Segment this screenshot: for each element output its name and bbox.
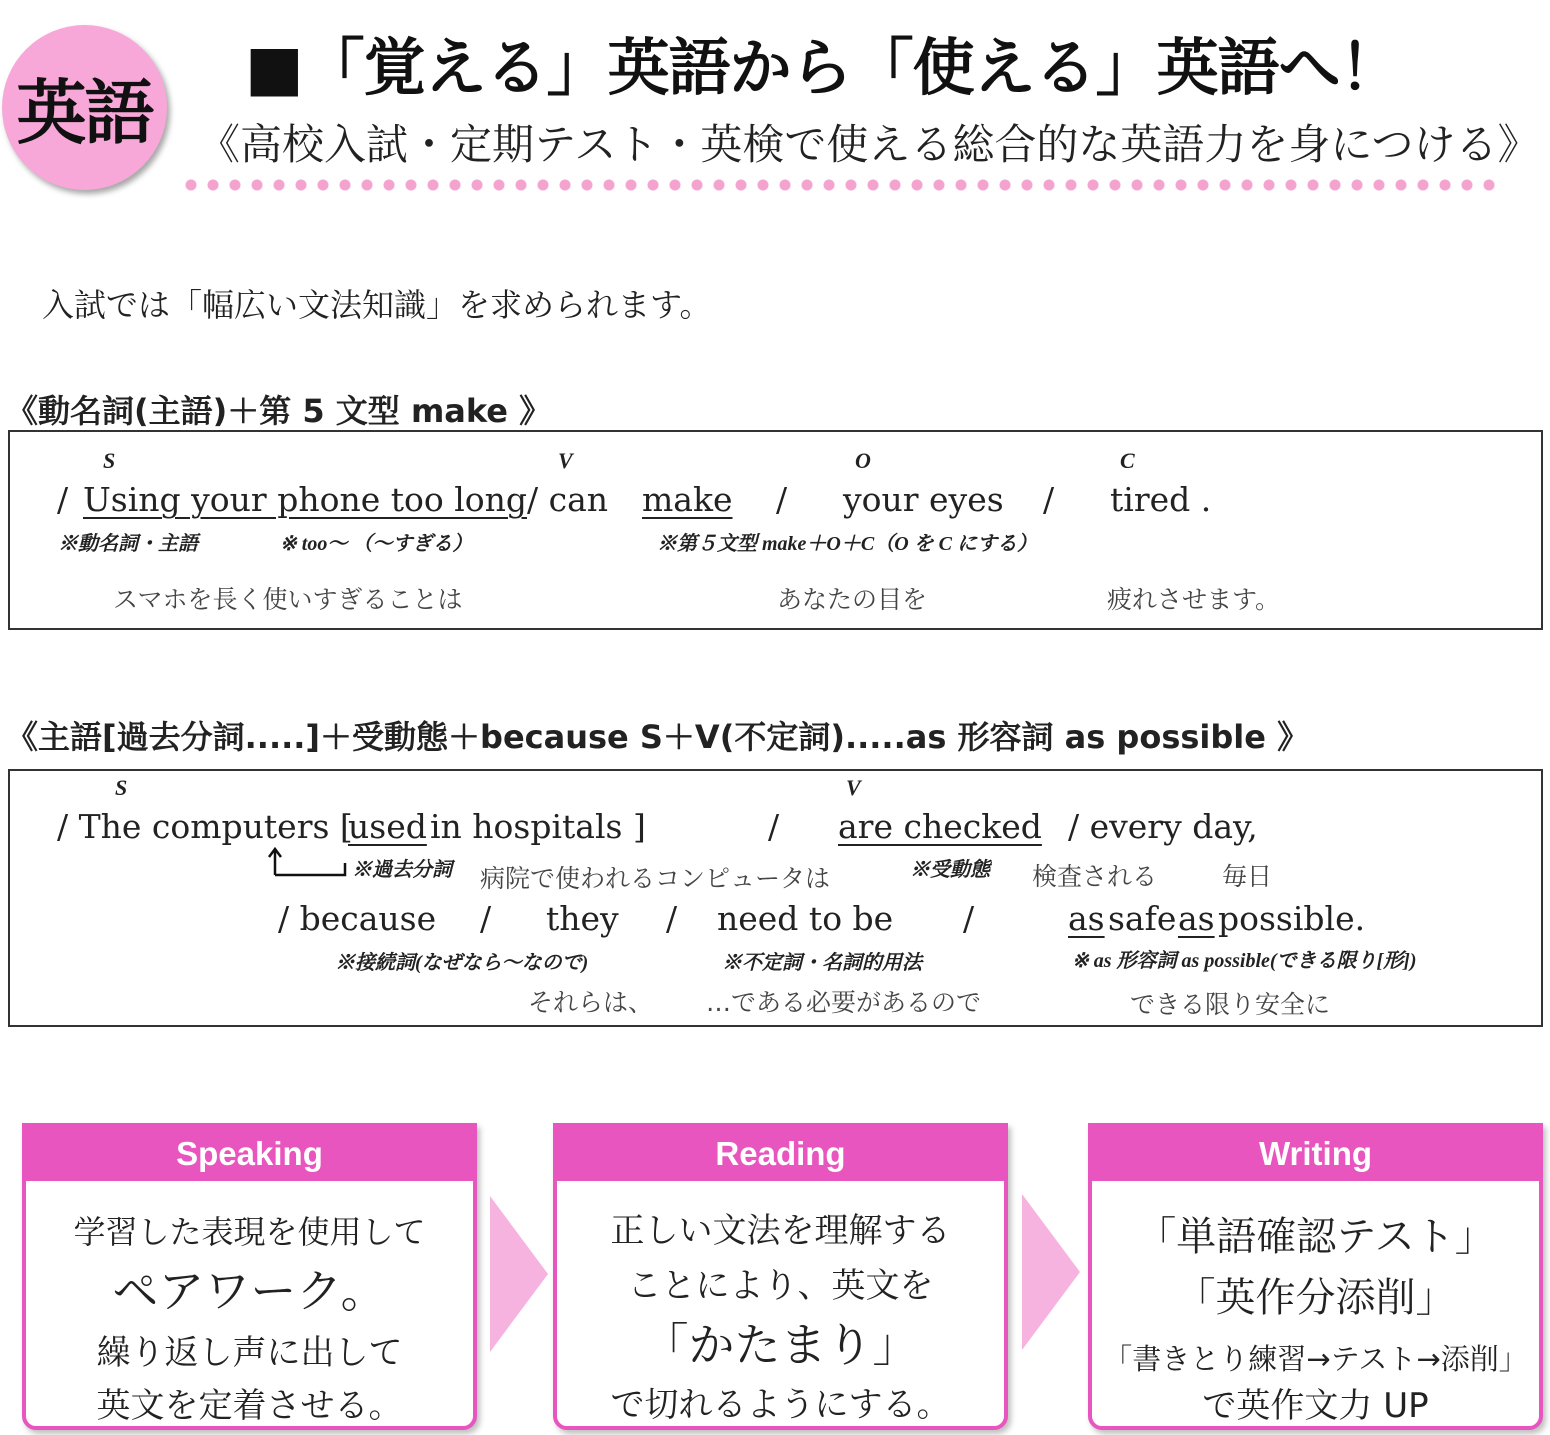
slash: / [480, 899, 492, 938]
example2-box [8, 769, 1543, 1027]
label-c: C [1120, 448, 1135, 473]
note-infinitive: ※不定詞・名詞的用法 [722, 952, 922, 974]
translation: スマホを長く使いすぎることは [113, 585, 463, 614]
past-participle: used [348, 807, 427, 846]
note-passive: ※受動態 [910, 859, 990, 881]
translation: …である必要があるので [706, 988, 982, 1017]
page-subtitle: 《高校入試・定期テスト・英検で使える総合的な英語力を身につける》 [198, 120, 1540, 169]
verb-can: / can [527, 480, 609, 519]
modifier-arrow [265, 843, 355, 879]
passive-verb: are checked [838, 807, 1042, 846]
note-as-as: ※ as 形容詞 as possible(できる限り[形]) [1072, 950, 1417, 972]
label-v: V [846, 775, 861, 800]
subject-label: 英語 [16, 72, 153, 154]
note-past-participle: ※過去分詞 [352, 859, 452, 881]
example1-box [8, 430, 1543, 630]
translation: 病院で使われるコンピュータは [480, 864, 831, 893]
slash: / [776, 480, 788, 519]
intro-text: 入試では「幅広い文法知識」を求められます。 [42, 286, 712, 324]
translation: 疲れさせます。 [1107, 585, 1281, 614]
pronoun: they [546, 899, 619, 938]
flow-arrow [490, 1196, 548, 1352]
label-s: S [103, 448, 116, 473]
page-title: ■「覚える」英語から「使える」英語へ！ [245, 31, 1401, 104]
note-too: ※ too～ （～すぎる） [280, 533, 473, 555]
translation: 毎日 [1222, 862, 1273, 891]
card-line: 正しい文法を理解する [610, 1211, 951, 1251]
slash: / [57, 480, 69, 519]
label-s: S [115, 775, 128, 800]
translation: できる限り安全に [1130, 990, 1331, 1019]
card-title: Speaking [26, 1127, 473, 1181]
infinitive-phrase: need to be [717, 899, 894, 938]
slash: / [768, 807, 780, 846]
card-line: 学習した表現を使用して [73, 1213, 426, 1251]
card-line: 「単語確認テスト」 [1136, 1214, 1495, 1260]
subject-phrase: Using your phone too long [83, 480, 528, 519]
card-title: Writing [1092, 1127, 1539, 1181]
card-line: ことにより、英文を [627, 1266, 934, 1306]
card-title: Reading [557, 1127, 1004, 1181]
label-o: O [855, 448, 871, 473]
example2-heading: 《主語[過去分詞.....]＋受動態＋because S＋V(不定詞).....as 形容詞 as possible 》 [6, 718, 1310, 756]
note-conjunction: ※接続詞(なぜなら～なので) [335, 952, 589, 974]
dotted-divider [180, 178, 1500, 192]
note-gerund: ※動名詞・主語 [58, 533, 198, 555]
as-word: as [1178, 899, 1215, 938]
card-line: 「英作分添削」 [1175, 1275, 1456, 1321]
translation: あなたの目を [777, 585, 928, 614]
possible-word: possible. [1218, 899, 1366, 938]
verb-make: make [642, 480, 733, 519]
conjunction: / because [278, 899, 437, 938]
time-phrase: / every day, [1068, 807, 1258, 846]
card-line: 繰り返し声に出して [96, 1333, 403, 1373]
slash: / [963, 899, 975, 938]
writing-card [1088, 1123, 1543, 1430]
example1-heading: 《動名詞(主語)＋第 5 文型 make 》 [6, 392, 552, 430]
adjective: safe [1108, 899, 1177, 938]
complement: tired . [1110, 480, 1212, 519]
label-v: V [558, 448, 573, 473]
subject-phrase: / The computers [ [57, 807, 353, 846]
slash: / [1043, 480, 1055, 519]
card-line: 「かたまり」 [642, 1318, 919, 1372]
card-line: で切れるようにする。 [610, 1385, 951, 1425]
card-line: 英文を定着させる。 [96, 1386, 403, 1426]
modifier-phrase: in hospitals ] [430, 807, 646, 846]
speaking-card [22, 1123, 477, 1430]
as-word: as [1068, 899, 1105, 938]
card-line: で英作文力 UP [1202, 1386, 1429, 1426]
translation: それらは、 [528, 988, 654, 1017]
reading-card [553, 1123, 1008, 1430]
object-phrase: your eyes [843, 480, 1004, 519]
card-line: ペアワーク。 [112, 1264, 387, 1318]
note-pattern: ※第５文型 make＋O＋C（O を C にする） [657, 533, 1037, 555]
translation: 検査される [1032, 862, 1158, 891]
subject-badge [2, 25, 167, 190]
card-line: 「書きとり練習→テスト→添削」 [1103, 1342, 1528, 1376]
slash: / [666, 899, 678, 938]
flow-arrow [1022, 1194, 1080, 1350]
